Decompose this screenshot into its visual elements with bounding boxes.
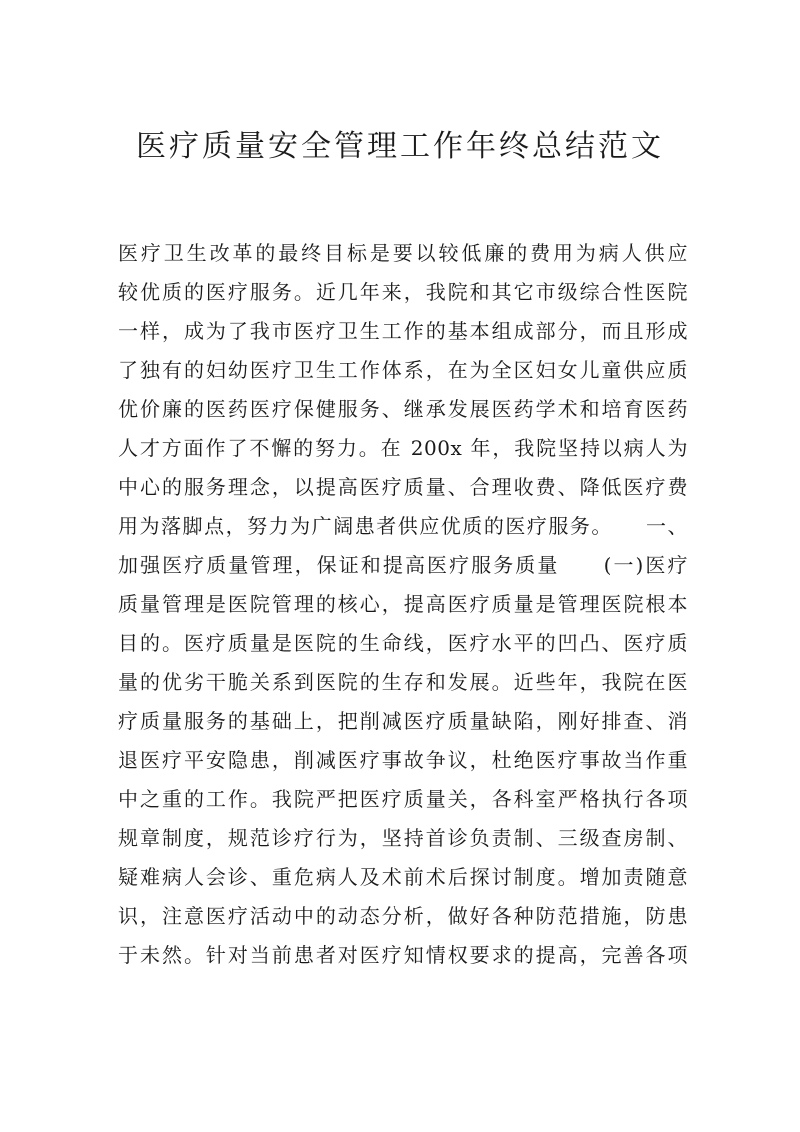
body-line-9: 加强医疗质量管理，保证和提高医疗服务质量 (一)医疗 [118, 553, 688, 577]
body-line-17: 疑难病人会诊、重危病人及术前术后探讨制度。增加责随意 [118, 865, 688, 889]
body-line-14: 退医疗平安隐患，削减医疗事故争议，杜绝医疗事故当作重 [118, 748, 688, 772]
body-line-3: 一样，成为了我市医疗卫生工作的基本组成部分，而且形成 [118, 319, 688, 343]
body-line-4: 了独有的妇幼医疗卫生工作体系，在为全区妇女儿童供应质 [118, 358, 688, 382]
body-line-10: 质量管理是医院管理的核心，提高医疗质量是管理医院根本 [118, 592, 688, 616]
body-line-12: 量的优劣干脆关系到医院的生存和发展。近些年，我院在医 [118, 670, 688, 694]
body-line-18: 识，注意医疗活动中的动态分析，做好各种防范措施，防患 [118, 904, 688, 928]
body-line-8: 用为落脚点，努力为广阔患者供应优质的医疗服务。 一、 [118, 514, 688, 538]
body-line-2: 较优质的医疗服务。近几年来，我院和其它市级综合性医院 [118, 280, 688, 304]
body-line-6: 人才方面作了不懈的努力。在 200x 年，我院坚持以病人为 [118, 436, 688, 460]
body-line-7: 中心的服务理念，以提高医疗质量、合理收费、降低医疗费 [118, 475, 688, 499]
body-line-1: 医疗卫生改革的最终目标是要以较低廉的费用为病人供应 [118, 241, 688, 265]
document-title: 医疗质量安全管理工作年终总结范文 [136, 129, 664, 164]
document-body [118, 234, 688, 975]
body-line-15: 中之重的工作。我院严把医疗质量关，各科室严格执行各项 [118, 787, 688, 811]
body-line-16: 规章制度，规范诊疗行为，坚持首诊负责制、三级查房制、 [118, 826, 688, 850]
body-line-5: 优价廉的医药医疗保健服务、继承发展医药学术和培育医药 [118, 397, 688, 421]
body-line-19: 于未然。针对当前患者对医疗知情权要求的提高，完善各项 [118, 943, 688, 967]
body-line-11: 目的。医疗质量是医院的生命线，医疗水平的凹凸、医疗质 [118, 631, 688, 655]
body-line-13: 疗质量服务的基础上，把削减医疗质量缺陷，刚好排查、消 [118, 709, 688, 733]
